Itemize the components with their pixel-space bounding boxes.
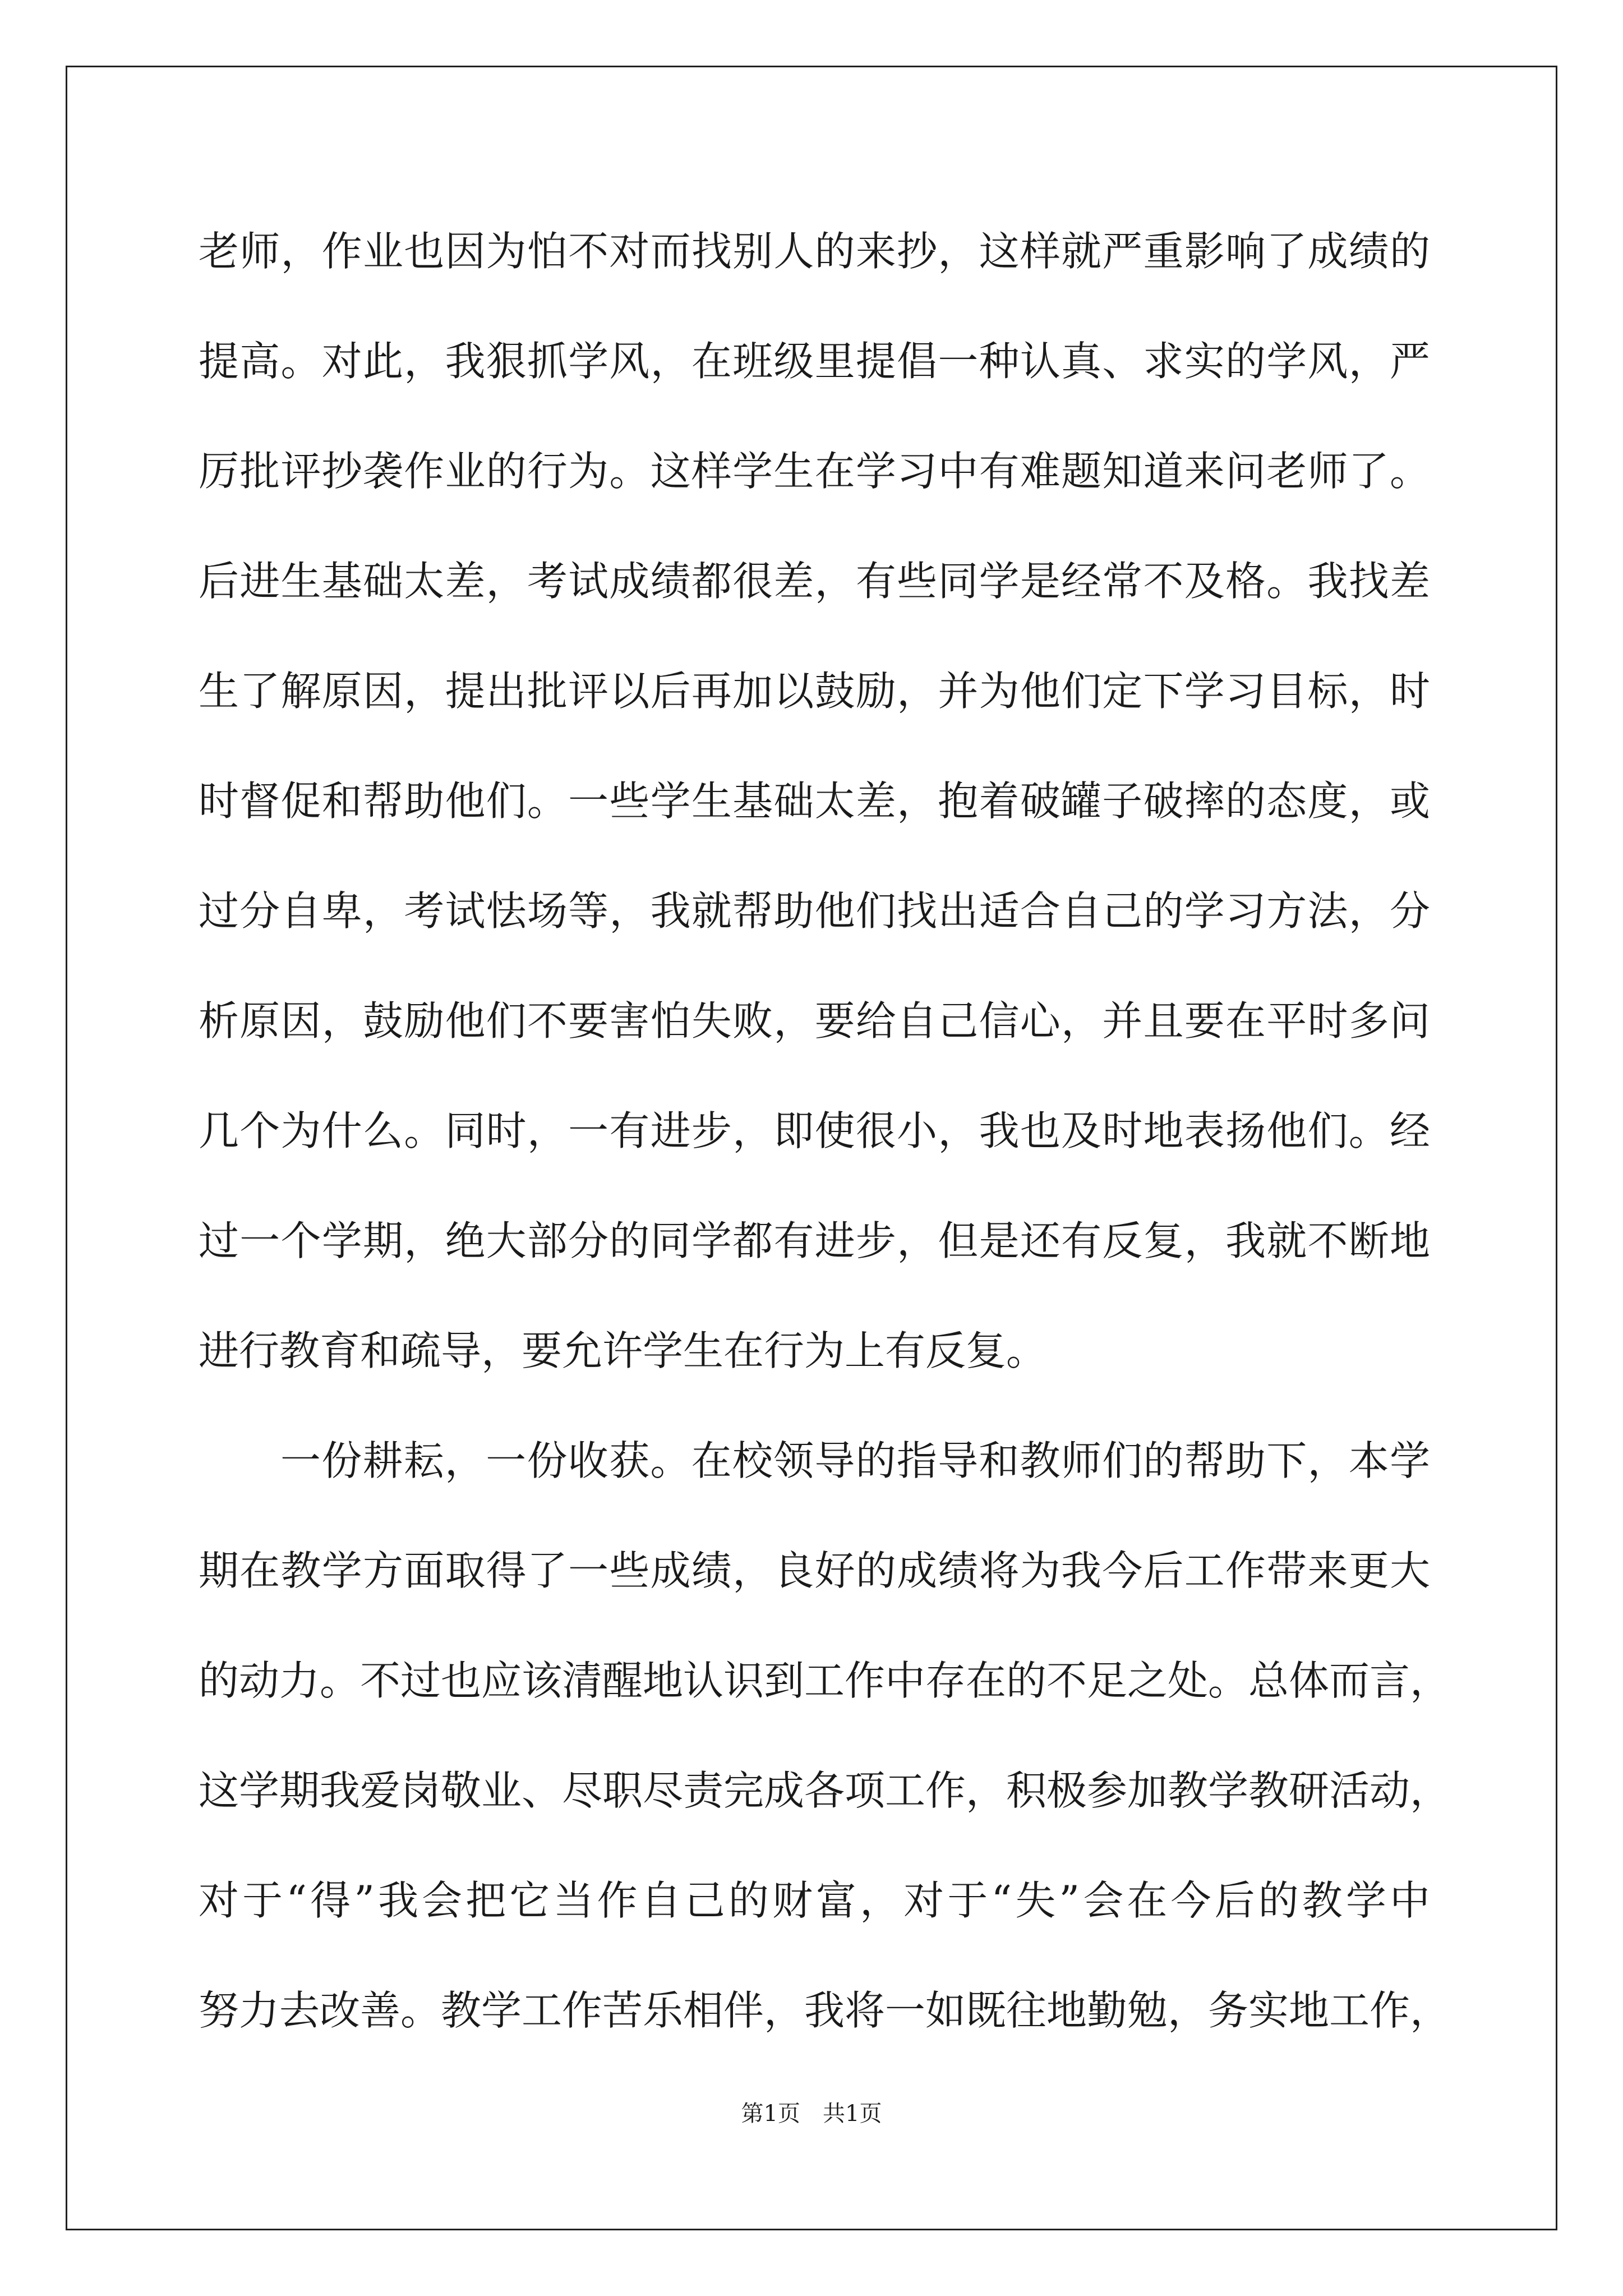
text-line: 老师，作业也因为怕不对而找别人的来抄，这样就严重影响了成绩的	[199, 228, 1430, 275]
text-line: 对于“得”我会把它当作自己的财富，对于“失”会在今后的教学中	[199, 1877, 1430, 1924]
text-line: 努力去改善。教学工作苦乐相伴，我将一如既往地勤勉，务实地工作，	[199, 1987, 1451, 2034]
text-line: 几个为什么。同时，一有进步，即使很小，我也及时地表扬他们。经	[199, 1107, 1430, 1154]
text-line: 过分自卑，考试怯场等，我就帮助他们找出适合自己的学习方法，分	[199, 887, 1430, 935]
text-line: 厉批评抄袭作业的行为。这样学生在学习中有难题知道来问老师了。	[199, 448, 1430, 495]
document-body	[199, 218, 1451, 2087]
paragraph-end-line: 进行教育和疏导，要允许学生在行为上有反复。	[199, 1327, 1047, 1374]
text-line: 生了解原因，提出批评以后再加以鼓励，并为他们定下学习目标，时	[199, 668, 1430, 715]
page-footer: 第1页 共1页	[741, 2101, 882, 2127]
text-line: 后进生基础太差，考试成绩都很差，有些同学是经常不及格。我找差	[199, 558, 1430, 605]
text-line: 这学期我爱岗敬业、尽职尽责完成各项工作，积极参加教学教研活动，	[199, 1767, 1451, 1814]
text-line: 提高。对此，我狠抓学风，在班级里提倡一种认真、求实的学风，严	[199, 338, 1430, 385]
text-line: 的动力。不过也应该清醒地认识到工作中存在的不足之处。总体而言，	[199, 1657, 1451, 1704]
text-line: 时督促和帮助他们。一些学生基础太差，抱着破罐子破摔的态度，或	[199, 777, 1430, 825]
text-line: 期在教学方面取得了一些成绩，良好的成绩将为我今后工作带来更大	[199, 1547, 1430, 1594]
paragraph-start-line: 一份耕耘，一份收获。在校领导的指导和教师们的帮助下，本学	[280, 1437, 1430, 1484]
text-line: 过一个学期，绝大部分的同学都有进步，但是还有反复，我就不断地	[199, 1217, 1430, 1264]
text-line: 析原因，鼓励他们不要害怕失败，要给自己信心，并且要在平时多问	[199, 997, 1430, 1045]
